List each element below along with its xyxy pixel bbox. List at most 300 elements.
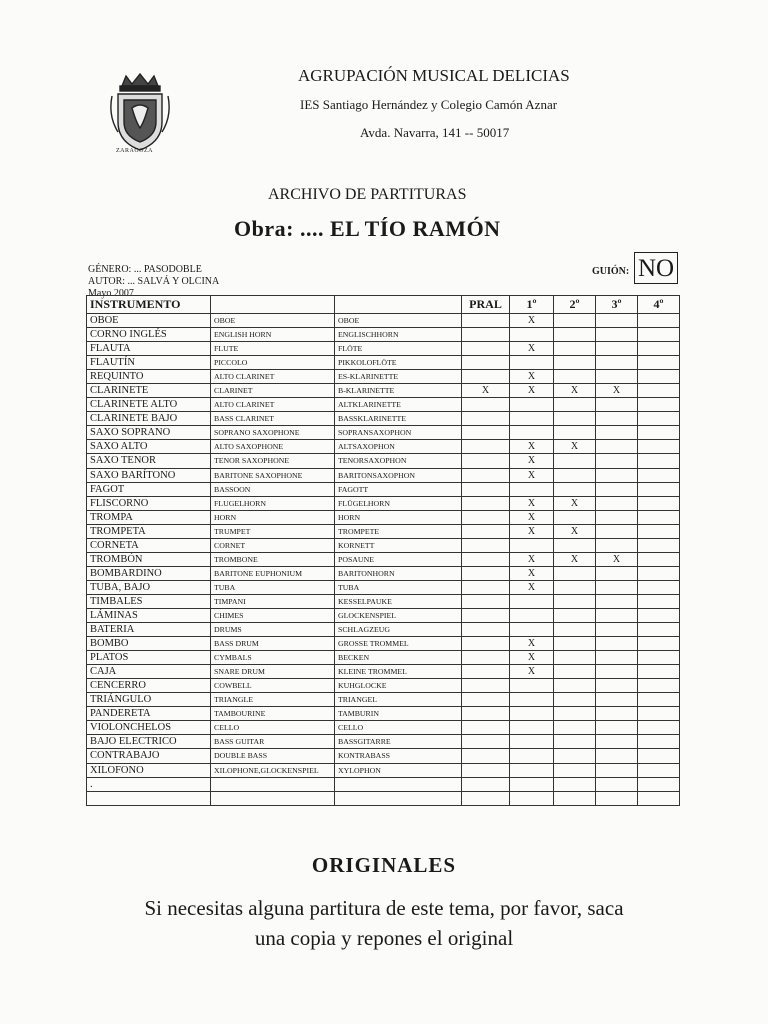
part-mark-cell — [554, 538, 596, 552]
part-mark-cell — [510, 538, 554, 552]
originales-heading: ORIGINALES — [311, 853, 457, 877]
instrument-cell: FLISCORNO — [87, 496, 211, 510]
part-mark-cell: X — [554, 384, 596, 398]
instrument-cell: ALTO CLARINET — [211, 370, 335, 384]
part-mark-cell — [510, 623, 554, 637]
part-mark-cell — [510, 608, 554, 622]
part-mark-cell: X — [510, 510, 554, 524]
header-2: 2º — [554, 296, 596, 314]
part-mark-cell — [554, 314, 596, 328]
instrument-cell: FLAUTÍN — [87, 356, 211, 370]
part-mark-cell — [638, 749, 680, 763]
instrument-cell: BASS CLARINET — [211, 412, 335, 426]
part-mark-cell — [462, 538, 510, 552]
table-row — [87, 342, 680, 356]
part-mark-cell — [554, 721, 596, 735]
instrument-cell: CORNETA — [87, 538, 211, 552]
instrument-cell: ENGLISCHHORN — [335, 328, 462, 342]
instrument-cell: ALTO CLARINET — [211, 398, 335, 412]
part-mark-cell — [510, 594, 554, 608]
part-mark-cell — [554, 510, 596, 524]
table-row — [87, 665, 680, 679]
instrument-cell: BARITONSAXOPHON — [335, 468, 462, 482]
part-mark-cell: X — [510, 552, 554, 566]
part-mark-cell — [638, 623, 680, 637]
table-row — [87, 608, 680, 622]
instrument-cell: CELLO — [211, 721, 335, 735]
part-mark-cell — [462, 749, 510, 763]
instrument-cell: TROMPETE — [335, 524, 462, 538]
part-mark-cell — [554, 637, 596, 651]
part-mark-cell — [462, 566, 510, 580]
part-mark-cell — [462, 440, 510, 454]
instrument-cell: FLÜGELHORN — [335, 496, 462, 510]
part-mark-cell — [554, 679, 596, 693]
part-mark-cell — [638, 356, 680, 370]
instrument-cell: CLARINETE — [87, 384, 211, 398]
instrument-cell: FLUGELHORN — [211, 496, 335, 510]
instrument-cell: GROSSE TROMMEL — [335, 637, 462, 651]
part-mark-cell — [510, 482, 554, 496]
part-mark-cell — [462, 623, 510, 637]
part-mark-cell — [638, 608, 680, 622]
part-mark-cell — [638, 454, 680, 468]
instrument-cell: XILOFONO — [87, 763, 211, 777]
instrument-cell: BARITONE SAXOPHONE — [211, 468, 335, 482]
part-mark-cell — [510, 763, 554, 777]
part-mark-cell — [638, 468, 680, 482]
part-mark-cell — [596, 693, 638, 707]
part-mark-cell — [596, 679, 638, 693]
instrument-cell: PANDERETA — [87, 707, 211, 721]
table-row — [87, 328, 680, 342]
instrument-cell: FLAUTA — [87, 342, 211, 356]
part-mark-cell — [510, 426, 554, 440]
part-mark-cell — [638, 594, 680, 608]
part-mark-cell — [462, 665, 510, 679]
instrument-cell: CORNET — [211, 538, 335, 552]
instrument-cell: FAGOT — [87, 482, 211, 496]
part-mark-cell: X — [554, 552, 596, 566]
instrument-cell: CLARINETE ALTO — [87, 398, 211, 412]
instrument-cell: TENORSAXOPHON — [335, 454, 462, 468]
part-mark-cell: X — [462, 384, 510, 398]
part-mark-cell — [510, 749, 554, 763]
part-mark-cell — [638, 482, 680, 496]
part-mark-cell — [554, 777, 596, 791]
part-mark-cell: X — [554, 524, 596, 538]
instrument-cell: KONTRABASS — [335, 749, 462, 763]
part-mark-cell: X — [510, 651, 554, 665]
part-mark-cell — [462, 398, 510, 412]
coat-of-arms-logo — [104, 72, 176, 154]
part-mark-cell — [638, 538, 680, 552]
instrument-cell: SCHLAGZEUG — [335, 623, 462, 637]
instrument-cell: FLÖTE — [335, 342, 462, 356]
part-mark-cell — [554, 749, 596, 763]
instrument-cell: TUBA, BAJO — [87, 580, 211, 594]
instrument-cell: OBOE — [87, 314, 211, 328]
instrument-cell: SOPRANO SAXOPHONE — [211, 426, 335, 440]
part-mark-cell — [510, 398, 554, 412]
instrument-cell: COWBELL — [211, 679, 335, 693]
instrument-cell: DRUMS — [211, 623, 335, 637]
logo-caption: ZARAGOZA — [116, 148, 153, 154]
part-mark-cell — [638, 791, 680, 805]
part-mark-cell — [596, 426, 638, 440]
part-mark-cell — [462, 721, 510, 735]
part-mark-cell — [596, 707, 638, 721]
table-row — [87, 314, 680, 328]
part-mark-cell — [638, 552, 680, 566]
instrument-cell: KESSELPAUKE — [335, 594, 462, 608]
part-mark-cell — [462, 580, 510, 594]
address: Avda. Navarra, 141 -- 50017 — [360, 125, 510, 140]
part-mark-cell — [596, 637, 638, 651]
instrument-cell: ES-KLARINETTE — [335, 370, 462, 384]
table-row — [87, 468, 680, 482]
part-mark-cell — [462, 314, 510, 328]
part-mark-cell — [462, 777, 510, 791]
part-mark-cell — [462, 763, 510, 777]
part-mark-cell — [596, 356, 638, 370]
part-mark-cell: X — [510, 665, 554, 679]
instrument-cell: CENCERRO — [87, 679, 211, 693]
part-mark-cell — [638, 665, 680, 679]
part-mark-cell: X — [510, 580, 554, 594]
part-mark-cell — [596, 328, 638, 342]
table-row — [87, 496, 680, 510]
instrument-cell: CORNO INGLÉS — [87, 328, 211, 342]
part-mark-cell — [638, 370, 680, 384]
part-mark-cell — [462, 552, 510, 566]
part-mark-cell — [596, 370, 638, 384]
part-mark-cell — [462, 707, 510, 721]
part-mark-cell — [638, 721, 680, 735]
footer-note-line2: una copia y repones el original — [254, 926, 514, 950]
part-mark-cell: X — [510, 566, 554, 580]
table-row — [87, 580, 680, 594]
instrument-cell: TAMBOURINE — [211, 707, 335, 721]
table-header-row — [87, 296, 680, 314]
instrument-cell: FAGOTT — [335, 482, 462, 496]
part-mark-cell — [596, 580, 638, 594]
instrument-cell: BECKEN — [335, 651, 462, 665]
instrument-cell: KLEINE TROMMEL — [335, 665, 462, 679]
part-mark-cell — [596, 566, 638, 580]
instrument-cell: TUBA — [335, 580, 462, 594]
instrument-cell: LÁMINAS — [87, 608, 211, 622]
instrument-cell: B-KLARINETTE — [335, 384, 462, 398]
part-mark-cell — [554, 426, 596, 440]
instrument-cell: BASSOON — [211, 482, 335, 496]
part-mark-cell — [554, 623, 596, 637]
table-row — [87, 510, 680, 524]
part-mark-cell — [596, 594, 638, 608]
part-mark-cell — [462, 426, 510, 440]
guion-value: NO — [634, 252, 678, 284]
table-row — [87, 693, 680, 707]
table-row — [87, 440, 680, 454]
part-mark-cell — [554, 580, 596, 594]
instrument-cell: TROMBÓN — [87, 552, 211, 566]
part-mark-cell — [554, 693, 596, 707]
instrument-cell: TUBA — [211, 580, 335, 594]
table-row — [87, 356, 680, 370]
instrument-cell: SAXO SOPRANO — [87, 426, 211, 440]
author: AUTOR: ... SALVÁ Y OLCINA — [88, 276, 220, 287]
instrument-cell — [335, 777, 462, 791]
table-row — [87, 454, 680, 468]
part-mark-cell — [596, 314, 638, 328]
part-mark-cell: X — [554, 496, 596, 510]
part-mark-cell — [510, 356, 554, 370]
instrument-cell: CONTRABAJO — [87, 749, 211, 763]
part-mark-cell — [462, 468, 510, 482]
guion-label: GUIÓN: — [592, 266, 630, 277]
part-mark-cell — [638, 314, 680, 328]
instrument-cell: ENGLISH HORN — [211, 328, 335, 342]
table-row — [87, 552, 680, 566]
genre: GÉNERO: ... PASODOBLE — [88, 264, 202, 275]
instrument-cell: DOUBLE BASS — [211, 749, 335, 763]
instrument-cell — [211, 777, 335, 791]
part-mark-cell — [462, 693, 510, 707]
part-mark-cell — [554, 608, 596, 622]
instrument-cell: BATERIA — [87, 623, 211, 637]
instrument-cell: KORNETT — [335, 538, 462, 552]
table-row — [87, 679, 680, 693]
part-mark-cell — [638, 384, 680, 398]
part-mark-cell: X — [510, 342, 554, 356]
part-mark-cell — [596, 777, 638, 791]
table-row — [87, 370, 680, 384]
part-mark-cell — [554, 566, 596, 580]
part-mark-cell — [554, 412, 596, 426]
instrument-cell: PICCOLO — [211, 356, 335, 370]
instrument-cell: SAXO BARÍTONO — [87, 468, 211, 482]
instrument-cell: BOMBARDINO — [87, 566, 211, 580]
table-row — [87, 749, 680, 763]
part-mark-cell — [596, 623, 638, 637]
instrument-cell: FLUTE — [211, 342, 335, 356]
organization-name: AGRUPACIÓN MUSICAL DELICIAS — [298, 66, 570, 85]
part-mark-cell — [596, 665, 638, 679]
instrument-cell: BASS GUITAR — [211, 735, 335, 749]
part-mark-cell — [638, 707, 680, 721]
part-mark-cell: X — [510, 496, 554, 510]
instrument-cell: PIKKOLOFLÖTE — [335, 356, 462, 370]
part-mark-cell — [638, 412, 680, 426]
part-mark-cell — [510, 735, 554, 749]
part-mark-cell — [596, 482, 638, 496]
part-mark-cell — [638, 637, 680, 651]
table-row — [87, 651, 680, 665]
header-4: 4º — [638, 296, 680, 314]
instrument-cell: GLOCKENSPIEL — [335, 608, 462, 622]
part-mark-cell — [510, 693, 554, 707]
part-mark-cell — [638, 763, 680, 777]
instrument-cell: CYMBALS — [211, 651, 335, 665]
table-row — [87, 538, 680, 552]
instrument-cell: TIMBALES — [87, 594, 211, 608]
instrument-cell: SNARE DRUM — [211, 665, 335, 679]
part-mark-cell — [510, 707, 554, 721]
part-mark-cell — [596, 763, 638, 777]
table-row — [87, 707, 680, 721]
part-mark-cell — [638, 510, 680, 524]
part-mark-cell — [554, 651, 596, 665]
part-mark-cell — [638, 651, 680, 665]
part-mark-cell — [596, 440, 638, 454]
instrument-table — [86, 295, 680, 806]
part-mark-cell — [462, 510, 510, 524]
part-mark-cell — [638, 398, 680, 412]
part-mark-cell — [554, 468, 596, 482]
table-row — [87, 426, 680, 440]
part-mark-cell — [554, 370, 596, 384]
part-mark-cell: X — [596, 552, 638, 566]
instrument-cell: TAMBURIN — [335, 707, 462, 721]
part-mark-cell — [554, 356, 596, 370]
instrument-cell: POSAUNE — [335, 552, 462, 566]
part-mark-cell — [638, 777, 680, 791]
instrument-cell: BASS DRUM — [211, 637, 335, 651]
part-mark-cell — [510, 412, 554, 426]
part-mark-cell — [596, 412, 638, 426]
instrument-cell: TENOR SAXOPHONE — [211, 454, 335, 468]
part-mark-cell — [462, 454, 510, 468]
instrument-cell: SOPRANSAXOPHON — [335, 426, 462, 440]
part-mark-cell — [510, 721, 554, 735]
footer-note — [0, 893, 768, 953]
instrument-cell: OBOE — [211, 314, 335, 328]
instrument-cell: CELLO — [335, 721, 462, 735]
instrument-cell: KUHGLOCKE — [335, 679, 462, 693]
header-german — [335, 296, 462, 314]
instrument-cell: TRIÁNGULO — [87, 693, 211, 707]
part-mark-cell — [596, 538, 638, 552]
part-mark-cell — [638, 496, 680, 510]
part-mark-cell — [554, 594, 596, 608]
instrument-cell: TIMPANI — [211, 594, 335, 608]
part-mark-cell — [596, 749, 638, 763]
part-mark-cell — [510, 679, 554, 693]
part-mark-cell — [554, 482, 596, 496]
table-row — [87, 735, 680, 749]
instrument-cell: BOMBO — [87, 637, 211, 651]
part-mark-cell — [462, 594, 510, 608]
instrument-cell: TROMPA — [87, 510, 211, 524]
part-mark-cell — [638, 566, 680, 580]
instrument-cell: XILOPHONE,GLOCKENSPIEL — [211, 763, 335, 777]
archive-title: ARCHIVO DE PARTITURAS — [268, 186, 467, 203]
part-mark-cell — [510, 777, 554, 791]
header-3: 3º — [596, 296, 638, 314]
part-mark-cell — [596, 398, 638, 412]
part-mark-cell — [596, 608, 638, 622]
instrument-cell: TRIANGEL — [335, 693, 462, 707]
part-mark-cell — [638, 524, 680, 538]
part-mark-cell — [554, 763, 596, 777]
part-mark-cell — [554, 791, 596, 805]
part-mark-cell: X — [510, 468, 554, 482]
part-mark-cell — [462, 370, 510, 384]
instrument-cell: REQUINTO — [87, 370, 211, 384]
part-mark-cell — [596, 721, 638, 735]
part-mark-cell — [638, 735, 680, 749]
part-mark-cell: X — [510, 637, 554, 651]
part-mark-cell — [462, 342, 510, 356]
part-mark-cell — [462, 496, 510, 510]
part-mark-cell — [554, 707, 596, 721]
instrument-cell: SAXO ALTO — [87, 440, 211, 454]
part-mark-cell — [638, 693, 680, 707]
part-mark-cell — [596, 735, 638, 749]
table-row — [87, 623, 680, 637]
school-name: IES Santiago Hernández y Colegio Camón Aznar — [300, 97, 558, 112]
part-mark-cell — [638, 679, 680, 693]
instrument-cell: ALTSAXOPHON — [335, 440, 462, 454]
part-mark-cell — [462, 412, 510, 426]
part-mark-cell — [596, 510, 638, 524]
part-mark-cell — [638, 342, 680, 356]
part-mark-cell: X — [510, 440, 554, 454]
part-mark-cell — [596, 454, 638, 468]
instrument-cell: OBOE — [335, 314, 462, 328]
part-mark-cell: X — [510, 524, 554, 538]
part-mark-cell — [638, 426, 680, 440]
part-mark-cell — [638, 580, 680, 594]
instrument-cell: SAXO TENOR — [87, 454, 211, 468]
date: Mayo 2007 — [88, 288, 134, 299]
table-row — [87, 482, 680, 496]
part-mark-cell: X — [510, 454, 554, 468]
table-row — [87, 384, 680, 398]
table-row — [87, 763, 680, 777]
part-mark-cell — [462, 524, 510, 538]
instrument-cell: CAJA — [87, 665, 211, 679]
part-mark-cell — [638, 328, 680, 342]
table-body — [87, 314, 680, 806]
part-mark-cell — [462, 679, 510, 693]
instrument-cell: BASSGITARRE — [335, 735, 462, 749]
instrument-cell — [335, 791, 462, 805]
part-mark-cell — [596, 791, 638, 805]
part-mark-cell: X — [510, 314, 554, 328]
part-mark-cell — [596, 468, 638, 482]
part-mark-cell — [554, 735, 596, 749]
instrument-cell: XYLOPHON — [335, 763, 462, 777]
instrument-cell: BARITONE EUPHONIUM — [211, 566, 335, 580]
instrument-cell: BASSKLARINETTE — [335, 412, 462, 426]
part-mark-cell — [462, 651, 510, 665]
part-mark-cell — [462, 791, 510, 805]
table-row — [87, 637, 680, 651]
header-1: 1º — [510, 296, 554, 314]
table-row — [87, 721, 680, 735]
part-mark-cell — [554, 328, 596, 342]
part-mark-cell: X — [510, 384, 554, 398]
part-mark-cell — [462, 328, 510, 342]
part-mark-cell — [638, 440, 680, 454]
header-instrumento: INSTRUMENTO — [87, 296, 211, 314]
part-mark-cell — [596, 524, 638, 538]
instrument-cell — [87, 791, 211, 805]
instrument-cell: HORN — [211, 510, 335, 524]
instrument-cell — [211, 791, 335, 805]
part-mark-cell: X — [510, 370, 554, 384]
